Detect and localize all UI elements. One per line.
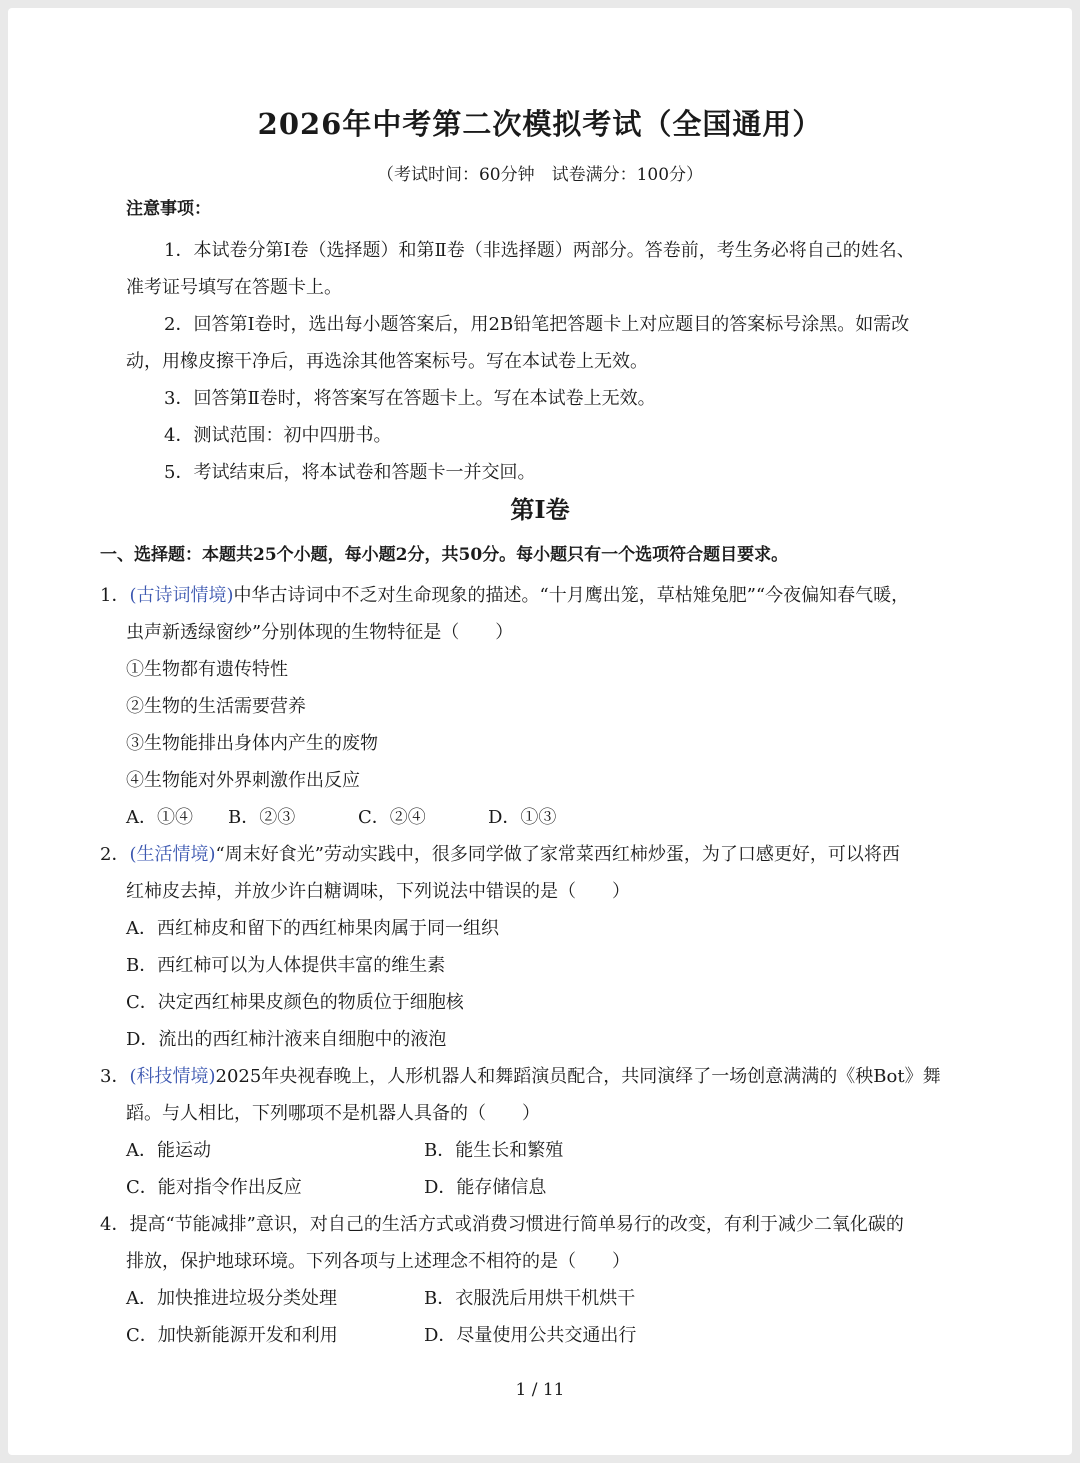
option-d: D．①③ bbox=[488, 807, 557, 828]
notice-line: 动，用橡皮擦干净后，再选涂其他答案标号。写在本试卷上无效。 bbox=[126, 351, 648, 372]
option-a: A．①④ bbox=[126, 807, 193, 828]
statement: ①生物都有遗传特性 bbox=[126, 659, 288, 680]
option-d: D．能存储信息 bbox=[424, 1177, 547, 1198]
option-c: C．②④ bbox=[358, 807, 426, 828]
question-stem: 红柿皮去掉，并放少许白糖调味，下列说法中错误的是（ ） bbox=[126, 881, 630, 902]
question-number: 4． bbox=[100, 1214, 130, 1235]
exam-subtitle: （考试时间：60分钟 试卷满分：100分） bbox=[376, 165, 704, 185]
option-d: D．流出的西红柿汁液来自细胞中的液泡 bbox=[126, 1029, 447, 1050]
question-stem: 蹈。与人相比，下列哪项不是机器人具备的（ ） bbox=[126, 1103, 540, 1124]
option-b: B．②③ bbox=[228, 807, 296, 828]
notice-line: 1．本试卷分第Ⅰ卷（选择题）和第Ⅱ卷（非选择题）两部分。答卷前，考生务必将自己的姓名、 bbox=[164, 240, 915, 261]
option-b: B．能生长和繁殖 bbox=[424, 1140, 564, 1161]
question-tag: (科技情境) bbox=[129, 1066, 216, 1087]
question-stem: 虫声新透绿窗纱”分别体现的生物特征是（ ） bbox=[126, 622, 514, 643]
question-3-line bbox=[100, 1062, 941, 1088]
notice-line: 2．回答第Ⅰ卷时，选出每小题答案后，用2B铅笔把答题卡上对应题目的答案标号涂黑。如需改 bbox=[164, 314, 910, 335]
option-c: C．能对指令作出反应 bbox=[126, 1177, 302, 1198]
question-stem: “周末好食光”劳动实践中，很多同学做了家常菜西红柿炒蛋，为了口感更好，可以将西 bbox=[215, 844, 900, 865]
page-number: 1 / 11 bbox=[515, 1380, 565, 1400]
statement: ②生物的生活需要营养 bbox=[126, 696, 306, 717]
option-b: B．衣服洗后用烘干机烘干 bbox=[424, 1288, 636, 1309]
option-d: D．尽量使用公共交通出行 bbox=[424, 1325, 637, 1346]
statement: ③生物能排出身体内产生的废物 bbox=[126, 733, 378, 754]
option-b: B．西红柿可以为人体提供丰富的维生素 bbox=[126, 955, 446, 976]
notice-line: 准考证号填写在答题卡上。 bbox=[126, 277, 342, 298]
question-1-line bbox=[100, 581, 909, 607]
exam-page bbox=[8, 8, 1072, 1455]
statement: ④生物能对外界刺激作出反应 bbox=[126, 770, 360, 791]
question-4-line bbox=[100, 1210, 904, 1236]
question-number: 1． bbox=[100, 585, 130, 606]
question-number: 2． bbox=[100, 844, 130, 865]
notice-heading: 注意事项： bbox=[126, 199, 211, 219]
notice-line: 3．回答第Ⅱ卷时，将答案写在答题卡上。写在本试卷上无效。 bbox=[164, 388, 656, 409]
notice-line: 4．测试范围：初中四册书。 bbox=[164, 425, 392, 446]
option-c: C．加快新能源开发和利用 bbox=[126, 1325, 338, 1346]
section-heading: 一、选择题：本题共25个小题，每小题2分，共50分。每小题只有一个选项符合题目要求。 bbox=[100, 545, 789, 565]
question-stem: 提高“节能减排”意识，对自己的生活方式或消费习惯进行简单易行的改变，有利于减少二氧化碳的 bbox=[129, 1214, 904, 1235]
option-c: C．决定西红柿果皮颜色的物质位于细胞核 bbox=[126, 992, 464, 1013]
option-a: A．加快推进垃圾分类处理 bbox=[126, 1288, 337, 1309]
question-stem: 中华古诗词中不乏对生命现象的描述。“十月鹰出笼，草枯雉兔肥”“今夜偏知春气暖， bbox=[233, 585, 910, 606]
question-stem: 2025年央视春晚上，人形机器人和舞蹈演员配合，共同演绎了一场创意满满的《秧Bot》舞 bbox=[215, 1066, 941, 1087]
question-stem: 排放，保护地球环境。下列各项与上述理念不相符的是（ ） bbox=[126, 1251, 630, 1272]
question-tag: (古诗词情境) bbox=[129, 585, 234, 606]
question-tag: (生活情境) bbox=[129, 844, 216, 865]
section-title: 第Ⅰ卷 bbox=[510, 495, 570, 524]
option-a: A．西红柿皮和留下的西红柿果肉属于同一组织 bbox=[126, 918, 499, 939]
exam-title: 2026年中考第二次模拟考试（全国通用） bbox=[257, 107, 823, 141]
question-2-line bbox=[100, 840, 900, 866]
question-number: 3． bbox=[100, 1066, 130, 1087]
notice-line: 5．考试结束后，将本试卷和答题卡一并交回。 bbox=[164, 462, 536, 483]
option-a: A．能运动 bbox=[126, 1140, 211, 1161]
